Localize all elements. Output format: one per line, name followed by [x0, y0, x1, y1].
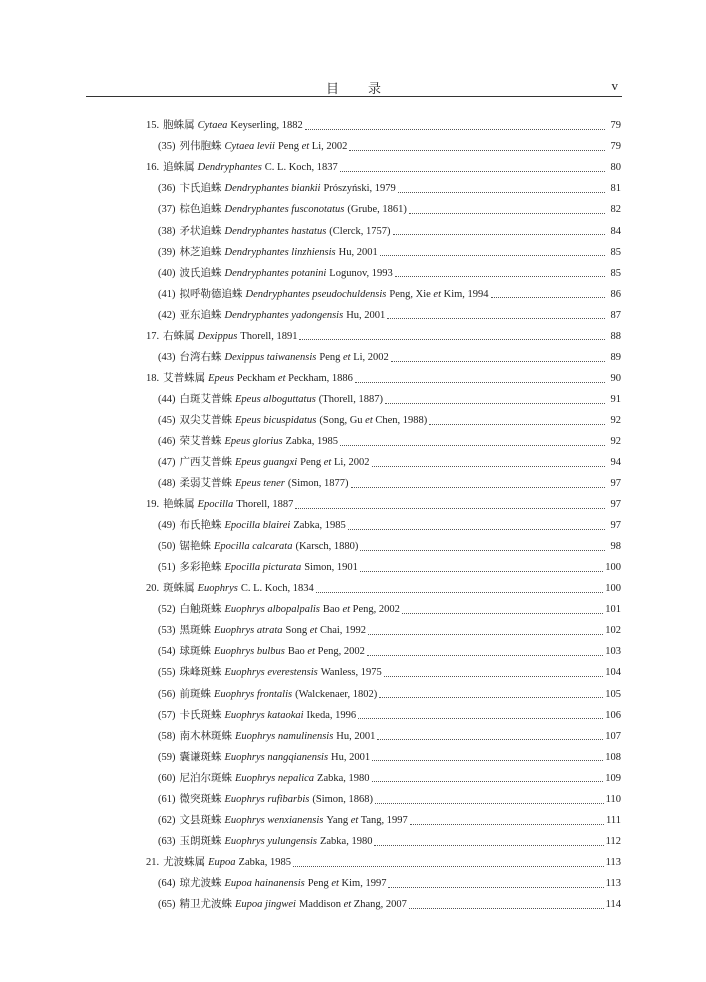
entry-number: 15.	[146, 120, 160, 132]
entry-scientific-name: Dexippus	[197, 330, 238, 342]
dot-leader	[372, 760, 603, 761]
entry-chinese-name: 林芝追蛛	[179, 246, 222, 258]
entry-number: (43)	[158, 351, 176, 363]
entry-scientific-name: Cytaea levii	[224, 141, 275, 153]
entry-chinese-name: 琼尤波蛛	[179, 877, 222, 889]
dot-leader	[377, 739, 603, 740]
dot-leader	[340, 171, 605, 172]
entry-authority: Bao et Peng, 2002	[287, 646, 365, 658]
entry-page-number: 89	[610, 351, 621, 363]
toc-species-entry[interactable]	[146, 874, 621, 895]
dot-leader	[375, 803, 604, 804]
entry-page-number: 79	[610, 120, 621, 132]
dot-leader	[429, 424, 605, 425]
entry-number: (62)	[158, 814, 176, 826]
toc-species-entry[interactable]	[146, 200, 621, 221]
entry-scientific-name: Euophrys nepalica	[235, 772, 315, 784]
entry-page-number: 97	[610, 499, 621, 511]
entry-authority: (Grube, 1861)	[347, 204, 407, 216]
entry-page-number: 102	[605, 625, 621, 637]
entry-page-number: 113	[605, 856, 621, 868]
entry-number: (39)	[158, 246, 176, 258]
dot-leader	[395, 276, 605, 277]
dot-leader	[379, 697, 603, 698]
entry-number: (49)	[158, 520, 176, 532]
entry-authority: Thorell, 1891	[240, 330, 298, 342]
entry-chinese-name: 卡氏斑蛛	[179, 709, 222, 721]
entry-authority: Song et Chai, 1992	[285, 625, 367, 637]
entry-scientific-name: Cytaea	[197, 120, 228, 132]
toc-species-entry[interactable]	[146, 390, 621, 411]
entry-chinese-name: 矛状追蛛	[179, 225, 222, 237]
entry-page-number: 107	[605, 730, 621, 742]
entry-page-number: 90	[610, 372, 621, 384]
table-of-contents	[146, 116, 621, 916]
dot-leader	[398, 192, 605, 193]
toc-species-entry[interactable]	[146, 811, 621, 832]
entry-page-number: 82	[610, 204, 621, 216]
dot-leader	[391, 361, 605, 362]
toc-species-entry[interactable]	[146, 453, 621, 474]
entry-scientific-name: Euophrys bulbus	[214, 646, 285, 658]
entry-chinese-name: 胞蛛属	[163, 120, 195, 132]
entry-scientific-name: Euophrys	[197, 583, 238, 595]
dot-leader	[380, 255, 605, 256]
entry-chinese-name: 列伟胞蛛	[179, 141, 222, 153]
entry-authority: Zabka, 1985	[285, 435, 339, 447]
entry-page-number: 98	[610, 541, 621, 553]
entry-authority: (Song, Gu et Chen, 1988)	[319, 414, 428, 426]
entry-authority: Logunov, 1993	[329, 267, 393, 279]
entry-authority: Peng et Li, 2002	[300, 457, 370, 469]
entry-scientific-name: Euophrys atrata	[214, 625, 283, 637]
entry-page-number: 85	[610, 267, 621, 279]
toc-species-entry[interactable]	[146, 432, 621, 453]
entry-page-number: 112	[605, 835, 621, 847]
entry-scientific-name: Euophrys frontalis	[214, 688, 293, 700]
entry-chinese-name: 锯艳蛛	[179, 541, 211, 553]
dot-leader	[372, 781, 604, 782]
toc-species-entry[interactable]	[146, 411, 621, 432]
entry-number: 21.	[146, 856, 160, 868]
entry-scientific-name: Euophrys yulungensis	[224, 835, 317, 847]
dot-leader	[299, 339, 605, 340]
entry-page-number: 105	[605, 688, 621, 700]
entry-scientific-name: Eupoa jingwei	[235, 899, 296, 910]
toc-species-entry[interactable]	[146, 747, 621, 768]
toc-species-entry[interactable]	[146, 242, 621, 263]
entry-number: 17.	[146, 330, 160, 342]
dot-leader	[293, 866, 604, 867]
entry-authority: Ikeda, 1996	[306, 709, 357, 721]
entry-chinese-name: 前斑蛛	[179, 688, 211, 700]
entry-number: (41)	[158, 288, 176, 300]
entry-chinese-name: 双尖艾普蛛	[179, 414, 232, 426]
toc-genus-entry[interactable]	[146, 369, 621, 390]
entry-scientific-name: Euophrys kataokai	[224, 709, 304, 721]
toc-species-entry[interactable]	[146, 221, 621, 242]
entry-number: (38)	[158, 225, 176, 237]
entry-authority: Simon, 1901	[304, 562, 358, 574]
entry-number: (64)	[158, 877, 176, 889]
entry-scientific-name: Epeus alboguttatus	[235, 393, 316, 405]
entry-scientific-name: Dendryphantes	[197, 162, 262, 174]
entry-page-number: 88	[610, 330, 621, 342]
header-title: 目 录	[325, 81, 382, 96]
dot-leader	[409, 213, 605, 214]
entry-authority: Peng, Xie et Kim, 1994	[389, 288, 489, 300]
dot-leader	[360, 571, 603, 572]
entry-authority: Bao et Peng, 2002	[322, 604, 400, 616]
dot-leader	[358, 718, 603, 719]
toc-species-entry[interactable]	[146, 179, 621, 200]
entry-chinese-name: 精卫尤波蛛	[179, 899, 232, 910]
entry-page-number: 101	[605, 604, 621, 616]
toc-species-entry[interactable]	[146, 663, 621, 684]
entry-number: (53)	[158, 625, 176, 637]
entry-scientific-name: Dendryphantes yadongensis	[224, 309, 344, 321]
entry-number: (46)	[158, 435, 176, 447]
toc-species-entry[interactable]	[146, 474, 621, 495]
entry-number: (51)	[158, 562, 176, 574]
entry-number: (56)	[158, 688, 176, 700]
entry-scientific-name: Euophrys nangqianensis	[224, 751, 329, 763]
header-rule	[86, 96, 622, 97]
toc-genus-entry[interactable]	[146, 495, 621, 516]
entry-page-number: 111	[606, 814, 621, 826]
running-header	[86, 74, 622, 96]
entry-chinese-name: 白斑艾普蛛	[179, 393, 232, 405]
entry-chinese-name: 尤波蛛属	[163, 856, 206, 868]
toc-species-entry[interactable]	[146, 726, 621, 747]
entry-number: (65)	[158, 899, 176, 910]
entry-number: (40)	[158, 267, 176, 279]
entry-chinese-name: 囊谦斑蛛	[179, 751, 222, 763]
toc-species-entry[interactable]	[146, 768, 621, 789]
entry-authority: (Simon, 1868)	[312, 793, 374, 805]
entry-scientific-name: Euophrys wenxianensis	[224, 814, 324, 826]
entry-number: (37)	[158, 204, 176, 216]
toc-species-entry[interactable]	[146, 684, 621, 705]
entry-page-number: 94	[610, 457, 621, 469]
dot-leader	[384, 676, 604, 677]
entry-chinese-name: 球斑蛛	[179, 646, 211, 658]
entry-page-number: 81	[610, 183, 621, 195]
entry-scientific-name: Dendryphantes biankii	[224, 183, 321, 195]
toc-species-entry[interactable]	[146, 832, 621, 853]
entry-page-number: 86	[610, 288, 621, 300]
toc-genus-entry[interactable]	[146, 326, 621, 347]
entry-number: (36)	[158, 183, 176, 195]
dot-leader	[305, 129, 605, 130]
entry-authority: (Walckenaer, 1802)	[295, 688, 378, 700]
entry-authority: Peng et Li, 2002	[277, 141, 348, 153]
toc-species-entry[interactable]	[146, 621, 621, 642]
dot-leader	[385, 403, 605, 404]
entry-authority: Zabka, 1985	[238, 856, 292, 868]
entry-chinese-name: 尼泊尔斑蛛	[179, 772, 232, 784]
toc-species-entry[interactable]	[146, 537, 621, 558]
entry-chinese-name: 白触斑蛛	[179, 604, 222, 616]
dot-leader	[402, 613, 603, 614]
toc-species-entry[interactable]	[146, 263, 621, 284]
toc-species-entry[interactable]	[146, 642, 621, 663]
dot-leader	[351, 487, 605, 488]
entry-scientific-name: Dendryphantes pseudochuldensis	[245, 288, 387, 300]
entry-scientific-name: Dendryphantes linzhiensis	[224, 246, 336, 258]
entry-chinese-name: 文县斑蛛	[179, 814, 222, 826]
entry-chinese-name: 玉朗斑蛛	[179, 835, 222, 847]
entry-chinese-name: 微突斑蛛	[179, 793, 222, 805]
entry-authority: Hu, 2001	[338, 246, 378, 258]
entry-authority: C. L. Koch, 1837	[264, 162, 338, 174]
entry-number: (45)	[158, 414, 176, 426]
entry-authority: C. L. Koch, 1834	[240, 583, 314, 595]
entry-number: 19.	[146, 499, 160, 511]
entry-chinese-name: 斑蛛属	[163, 583, 195, 595]
entry-scientific-name: Dendryphantes fusconotatus	[224, 204, 345, 216]
entry-chinese-name: 追蛛属	[163, 162, 195, 174]
entry-authority: Zabka, 1985	[293, 520, 346, 532]
entry-page-number: 108	[605, 751, 621, 763]
entry-authority: (Karsch, 1880)	[295, 541, 359, 553]
entry-number: (59)	[158, 751, 176, 763]
entry-number: (35)	[158, 141, 176, 153]
dot-leader	[374, 845, 603, 846]
entry-page-number: 97	[610, 520, 621, 532]
entry-scientific-name: Dexippus taiwanensis	[224, 351, 317, 363]
toc-species-entry[interactable]	[146, 137, 621, 158]
toc-genus-entry[interactable]	[146, 158, 621, 179]
entry-chinese-name: 广西艾普蛛	[179, 457, 232, 469]
entry-page-number: 80	[610, 162, 621, 174]
header-page-numeral: v	[611, 78, 618, 93]
toc-species-entry[interactable]	[146, 895, 621, 916]
entry-scientific-name: Euophrys namulinensis	[235, 730, 334, 742]
entry-authority: Peng et Kim, 1997	[307, 877, 387, 889]
entry-chinese-name: 台湾右蛛	[179, 351, 222, 363]
toc-species-entry[interactable]	[146, 348, 621, 369]
entry-authority: Hu, 2001	[336, 730, 376, 742]
entry-chinese-name: 布氏艳蛛	[179, 520, 222, 532]
entry-page-number: 87	[610, 309, 621, 321]
entry-number: (42)	[158, 309, 176, 321]
entry-chinese-name: 棕色追蛛	[179, 204, 222, 216]
entry-number: 20.	[146, 583, 160, 595]
entry-authority: Zabka, 1980	[317, 772, 370, 784]
entry-chinese-name: 荣艾普蛛	[179, 435, 222, 447]
entry-page-number: 110	[605, 793, 621, 805]
entry-page-number: 113	[605, 877, 621, 889]
entry-chinese-name: 波氏追蛛	[179, 267, 222, 279]
dot-leader	[388, 887, 603, 888]
entry-number: (58)	[158, 730, 176, 742]
entry-scientific-name: Euophrys everestensis	[224, 667, 318, 679]
entry-page-number: 106	[605, 709, 621, 721]
entry-page-number: 79	[610, 141, 621, 153]
dot-leader	[368, 634, 603, 635]
entry-authority: Hu, 2001	[331, 751, 371, 763]
entry-scientific-name: Epocilla calcarata	[214, 541, 293, 553]
entry-number: (54)	[158, 646, 176, 658]
entry-number: 16.	[146, 162, 160, 174]
entry-page-number: 114	[605, 899, 621, 910]
toc-genus-entry[interactable]	[146, 116, 621, 137]
entry-authority: Peckham et Peckham, 1886	[236, 372, 353, 384]
toc-genus-entry[interactable]	[146, 853, 621, 874]
entry-chinese-name: 南木林斑蛛	[179, 730, 232, 742]
entry-scientific-name: Epocilla picturata	[224, 562, 302, 574]
entry-number: (52)	[158, 604, 176, 616]
entry-number: (47)	[158, 457, 176, 469]
entry-page-number: 92	[610, 414, 621, 426]
entry-scientific-name: Epeus	[208, 372, 234, 384]
toc-species-entry[interactable]	[146, 284, 621, 305]
dot-leader	[295, 508, 605, 509]
entry-number: (50)	[158, 541, 176, 553]
entry-page-number: 84	[610, 225, 621, 237]
entry-chinese-name: 拟呼勒德追蛛	[179, 288, 243, 300]
entry-chinese-name: 柔弱艾普蛛	[179, 478, 232, 490]
entry-chinese-name: 亚东追蛛	[179, 309, 222, 321]
entry-chinese-name: 多彩艳蛛	[179, 562, 222, 574]
entry-number: (60)	[158, 772, 176, 784]
toc-genus-entry[interactable]	[146, 579, 621, 600]
dot-leader	[316, 592, 603, 593]
entry-scientific-name: Euophrys albopalpalis	[224, 604, 320, 616]
dot-leader	[393, 234, 605, 235]
entry-chinese-name: 珠峰斑蛛	[179, 667, 222, 679]
entry-authority: Hu, 2001	[346, 309, 386, 321]
entry-page-number: 85	[610, 246, 621, 258]
dot-leader	[340, 445, 605, 446]
dot-leader	[355, 382, 605, 383]
entry-scientific-name: Epocilla blairei	[224, 520, 291, 532]
entry-authority: (Simon, 1877)	[287, 478, 349, 490]
dot-leader	[491, 297, 605, 298]
entry-number: (48)	[158, 478, 176, 490]
entry-scientific-name: Epeus bicuspidatus	[235, 414, 317, 426]
entry-authority: Zabka, 1980	[319, 835, 373, 847]
dot-leader	[348, 529, 605, 530]
entry-scientific-name: Dendryphantes hastatus	[224, 225, 327, 237]
entry-page-number: 92	[610, 435, 621, 447]
entry-page-number: 100	[605, 583, 621, 595]
entry-authority: Thorell, 1887	[236, 499, 294, 511]
entry-page-number: 104	[605, 667, 621, 679]
toc-species-entry[interactable]	[146, 705, 621, 726]
entry-authority: Keyserling, 1882	[230, 120, 303, 132]
entry-authority: Prószyński, 1979	[323, 183, 396, 195]
dot-leader	[349, 150, 605, 151]
entry-scientific-name: Eupoa hainanensis	[224, 877, 305, 889]
toc-species-entry[interactable]	[146, 600, 621, 621]
entry-page-number: 97	[610, 478, 621, 490]
entry-page-number: 103	[605, 646, 621, 658]
entry-authority: (Clerck, 1757)	[329, 225, 391, 237]
entry-authority: Wanless, 1975	[320, 667, 382, 679]
entry-chinese-name: 右蛛属	[163, 330, 195, 342]
entry-scientific-name: Epeus glorius	[224, 435, 283, 447]
toc-species-entry[interactable]	[146, 516, 621, 537]
entry-scientific-name: Dendryphantes potanini	[224, 267, 327, 279]
entry-authority: Maddison et Zhang, 2007	[298, 899, 407, 910]
entry-scientific-name: Euophrys rufibarbis	[224, 793, 310, 805]
entry-chinese-name: 艳蛛属	[163, 499, 195, 511]
entry-page-number: 100	[605, 562, 621, 574]
entry-page-number: 109	[605, 772, 621, 784]
toc-species-entry[interactable]	[146, 558, 621, 579]
entry-number: (44)	[158, 393, 176, 405]
dot-leader	[372, 466, 605, 467]
entry-scientific-name: Epeus tener	[235, 478, 285, 490]
entry-authority: (Thorell, 1887)	[318, 393, 383, 405]
dot-leader	[367, 655, 603, 656]
entry-authority: Yang et Tang, 1997	[326, 814, 408, 826]
entry-scientific-name: Epeus guangxi	[235, 457, 298, 469]
toc-species-entry[interactable]	[146, 305, 621, 326]
entry-scientific-name: Eupoa	[208, 856, 236, 868]
dot-leader	[360, 550, 605, 551]
entry-page-number: 91	[610, 393, 621, 405]
entry-number: (57)	[158, 709, 176, 721]
dot-leader	[387, 318, 605, 319]
toc-species-entry[interactable]	[146, 790, 621, 811]
dot-leader	[410, 824, 604, 825]
entry-chinese-name: 卞氏追蛛	[179, 183, 222, 195]
entry-chinese-name: 黑斑蛛	[179, 625, 211, 637]
entry-number: 18.	[146, 372, 160, 384]
entry-number: (61)	[158, 793, 176, 805]
entry-authority: Peng et Li, 2002	[319, 351, 389, 363]
entry-scientific-name: Epocilla	[197, 499, 234, 511]
entry-chinese-name: 艾普蛛属	[163, 372, 206, 384]
entry-number: (63)	[158, 835, 176, 847]
entry-number: (55)	[158, 667, 176, 679]
dot-leader	[409, 908, 604, 909]
